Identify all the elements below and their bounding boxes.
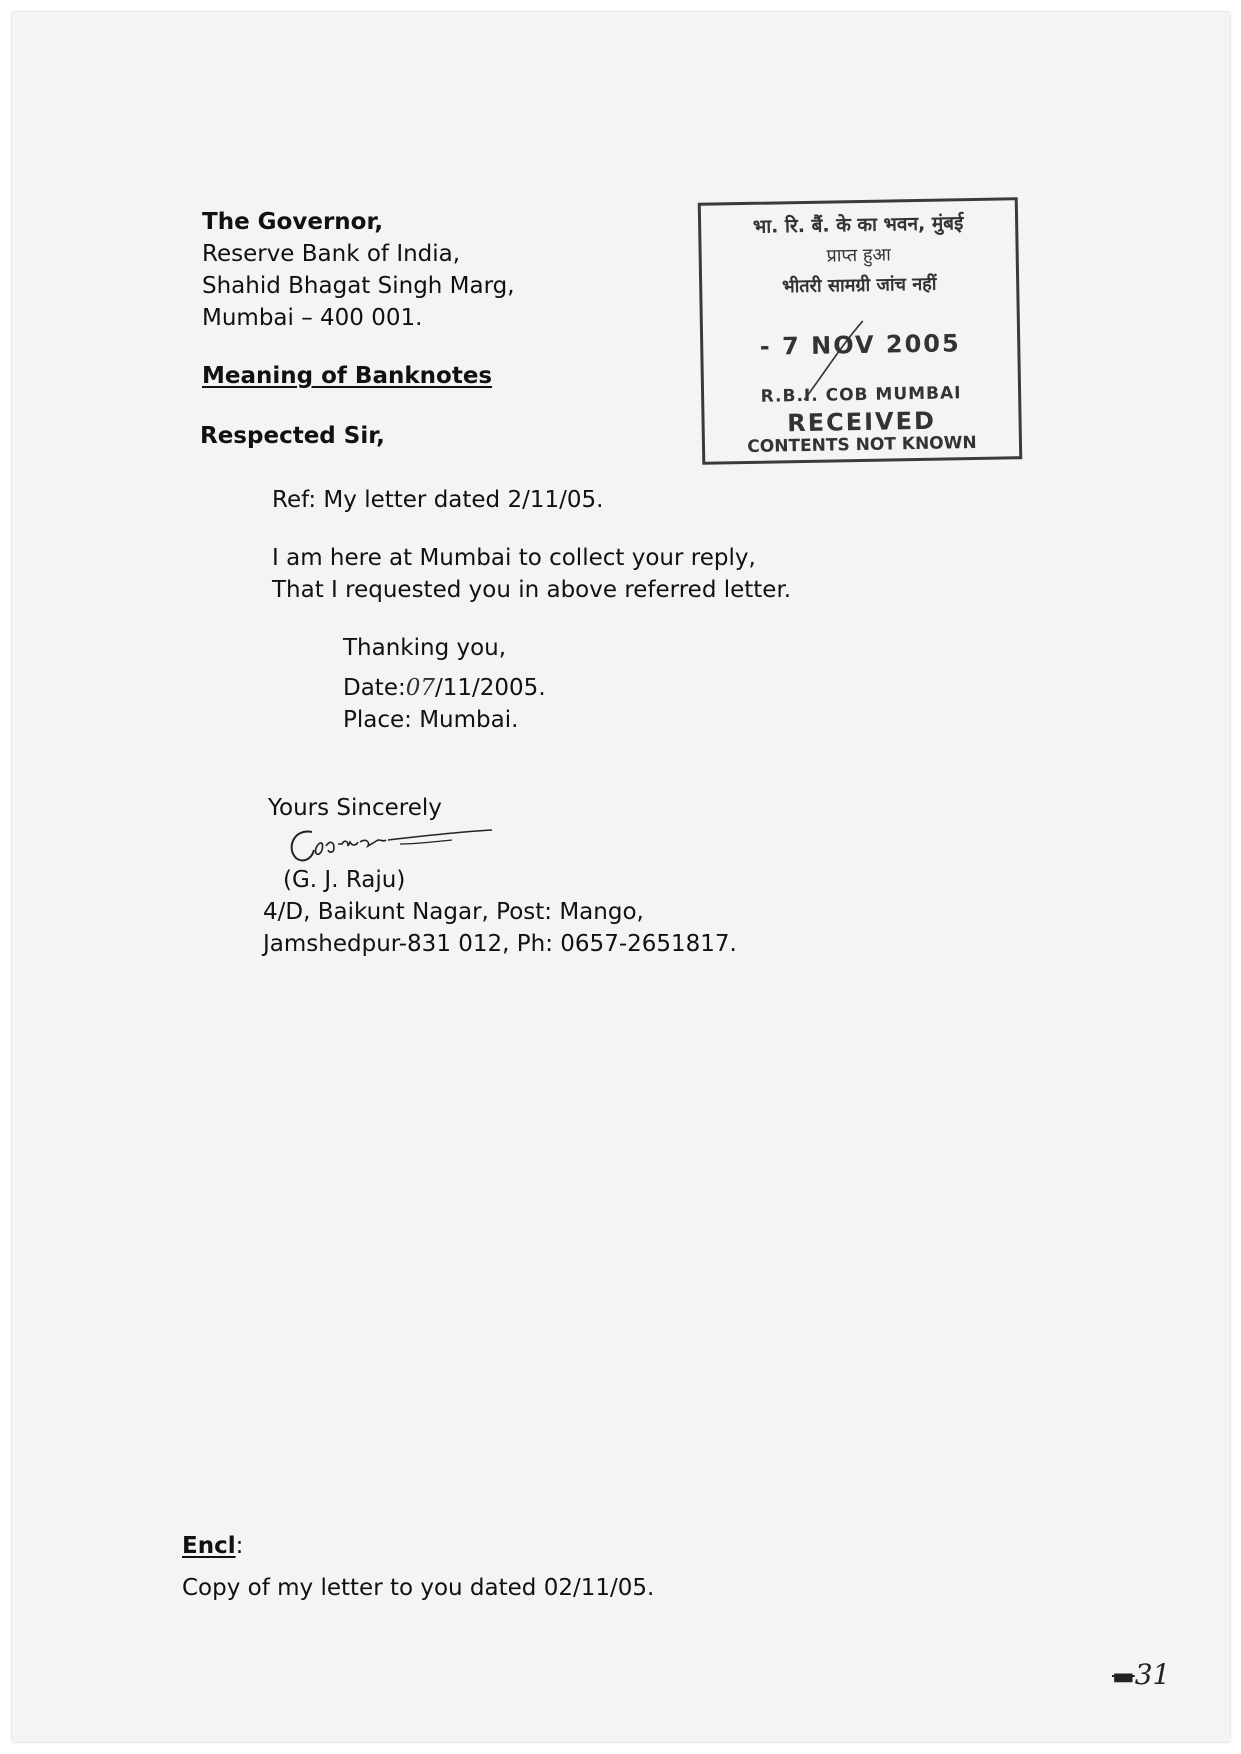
stamp-date: - 7 NOV 2005 [759, 329, 961, 361]
recipient-city: Mumbai – 400 001. [202, 305, 423, 331]
date-line [343, 672, 546, 704]
date-rest: /11/2005. [435, 675, 546, 701]
recipient-org: Reserve Bank of India, [202, 241, 461, 267]
subject-heading: Meaning of Banknotes [202, 363, 493, 389]
enclosure-colon: : [235, 1533, 244, 1559]
sender-name: (G. J. Raju) [283, 867, 406, 893]
letter-page [12, 12, 1230, 1742]
sender-address-2: Jamshedpur-831 012, Ph: 0657-2651817. [263, 931, 737, 957]
salutation: Respected Sir, [200, 423, 385, 449]
stamp-hindi-line-2: प्राप्त हुआ [826, 244, 892, 267]
stamp-initials-mark [793, 313, 875, 404]
stamp-hindi-line-1: भा. रि. बैं. के का भवन, मुंबई [752, 212, 964, 238]
enclosure-label: Encl [182, 1533, 236, 1559]
stamp-contents: CONTENTS NOT KNOWN [747, 432, 977, 457]
date-handwritten-day: 07 [405, 675, 436, 701]
thanks-line: Thanking you, [343, 635, 507, 661]
handwritten-signature [282, 818, 502, 870]
recipient-street: Shahid Bhagat Singh Marg, [202, 273, 515, 299]
enclosure-label-line [182, 1530, 243, 1562]
body-line-2: That I requested you in above referred letter. [272, 577, 792, 603]
page-number-value: 31 [1134, 1658, 1171, 1691]
stamp-org: R.B.I. COB MUMBAI [760, 383, 962, 407]
stamp-received: RECEIVED [786, 406, 937, 438]
date-prefix: Date: [343, 675, 406, 701]
struck-page-number-mark: ▬ [1112, 1661, 1135, 1690]
stamp-hindi-line-3: भीतरी सामग्री जांच नहीं [781, 273, 937, 298]
page-number [1112, 1658, 1170, 1691]
received-stamp [698, 197, 1023, 465]
body-line-1: I am here at Mumbai to collect your reply, [272, 545, 756, 571]
enclosure-text: Copy of my letter to you dated 02/11/05. [182, 1575, 655, 1601]
signoff: Yours Sincerely [268, 795, 442, 821]
place-line: Place: Mumbai. [343, 707, 519, 733]
sender-address-1: 4/D, Baikunt Nagar, Post: Mango, [263, 899, 644, 925]
recipient-title: The Governor, [202, 209, 384, 235]
reference-line: Ref: My letter dated 2/11/05. [272, 487, 604, 513]
